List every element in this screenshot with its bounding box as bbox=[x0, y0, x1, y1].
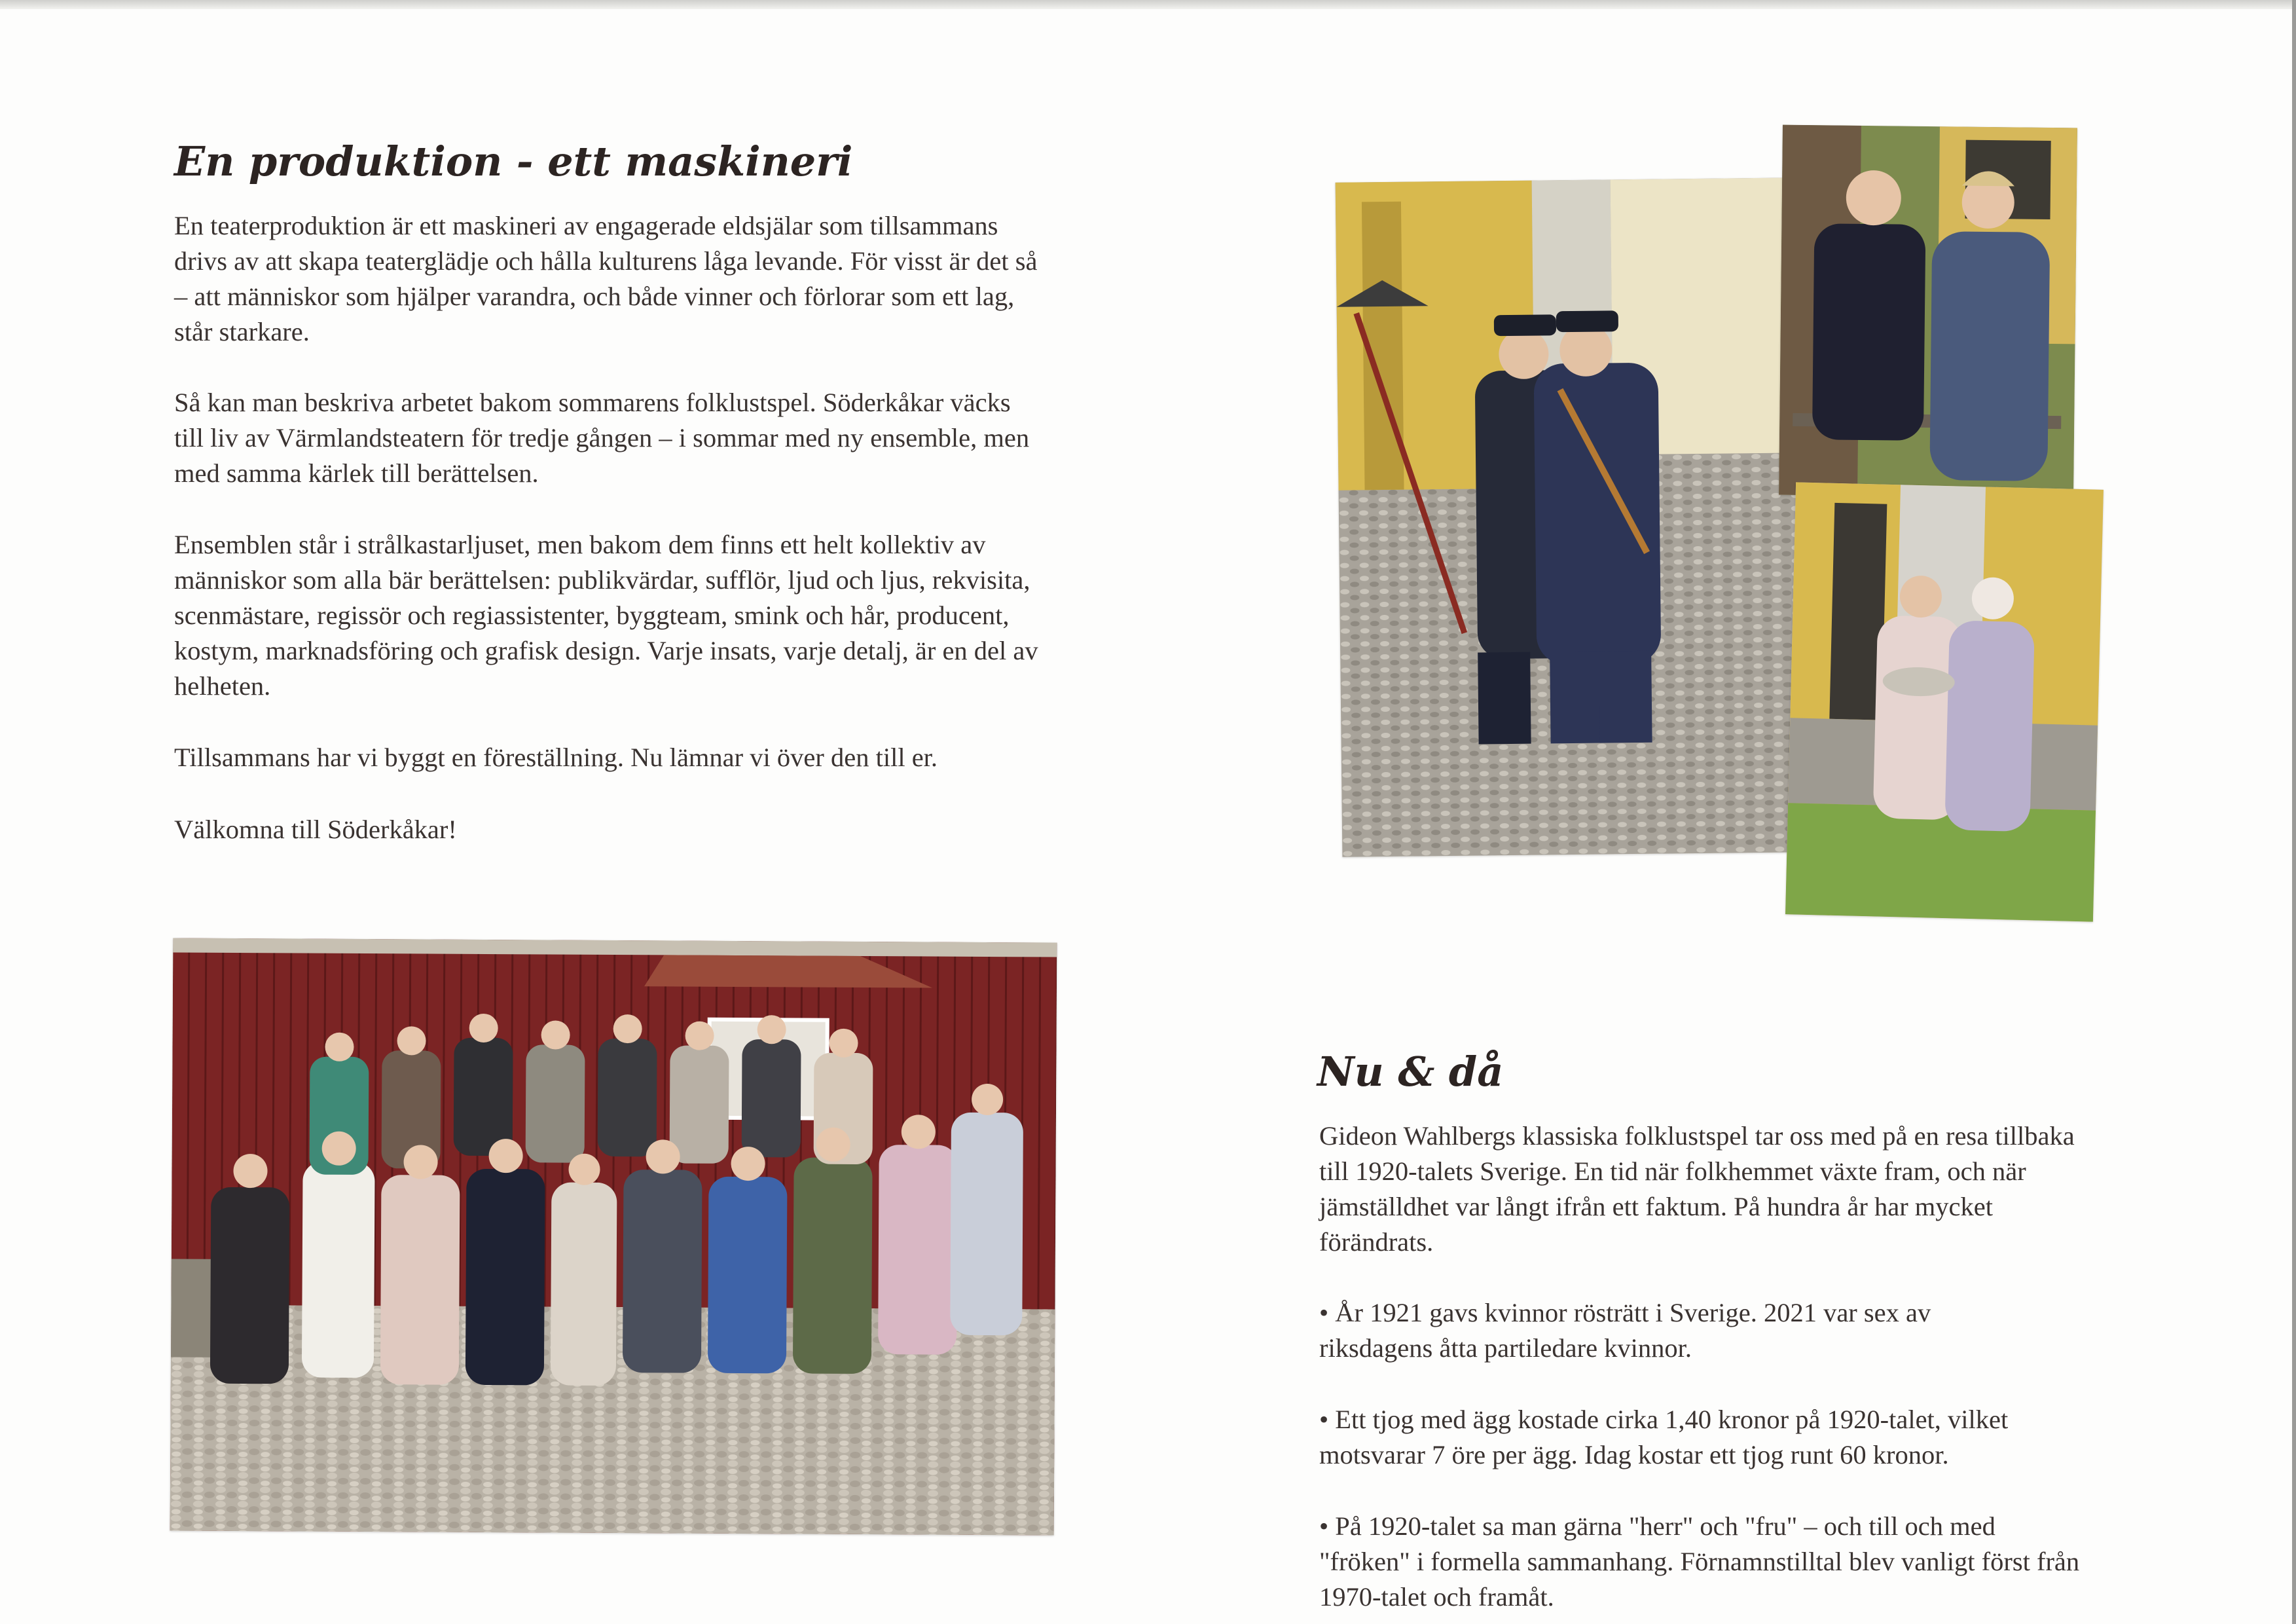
two-women-photo bbox=[1785, 482, 2104, 921]
left-paragraph-1: En teaterproduktion är ett maskineri av engagerade eldsjälar som tillsammans drivs av att skapa teaterglädje och hålla kulturens låga levande. För visst är det så – att människor som hjälper varandra, och både vinner och förlorar som ett lag, står starkare. bbox=[174, 211, 1038, 346]
scan-edge-top bbox=[0, 0, 2296, 9]
street-photo-illustration bbox=[1336, 177, 1809, 857]
left-paragraph-2: Så kan man beskriva arbetet bakom sommarens folklustspel. Söderkåkar väcks till liv av Värmlandsteatern för tredje gången – i sommar med ny ensemble, men med samma kärlek till berättelsen. bbox=[174, 388, 1030, 488]
ensemble-group-photo bbox=[170, 938, 1057, 1535]
right-heading: Nu & då bbox=[1317, 1048, 1504, 1096]
right-bullet-2: • Ett tjog med ägg kostade cirka 1,40 kronor på 1920-talet, vilket motsvarar 7 öre per ägg. Idag kostar ett tjog runt 60 kronor. bbox=[1319, 1405, 2009, 1469]
left-paragraph-4: Tillsammans har vi byggt en föreställning. Nu lämnar vi över den till er. bbox=[174, 743, 938, 772]
right-bullet-1: • År 1921 gavs kvinnor rösträtt i Sverige. 2021 var sex av riksdagens åtta partiledare kvinnor. bbox=[1319, 1298, 1931, 1363]
couple-on-bench-photo bbox=[1779, 125, 2077, 498]
women-photo-illustration bbox=[1785, 482, 2104, 921]
right-paragraph-1: Gideon Wahlbergs klassiska folklustspel tar oss med på en resa tillbaka till 1920-talets Sverige. En tid när folkhemmet växte fram, och när jämställdhet var långt ifrån ett faktum. På hundra år har mycket förändrats. bbox=[1319, 1121, 2075, 1257]
left-paragraph-3: Ensemblen står i strålkastarljuset, men bakom dem finns ett helt kollektiv av människor som alla bär berättelsen: publikvärdar, sufflör, ljud och ljus, rekvisita, scenmästare, regissör och regiassistenter, byggteam, smink och hår, producent, kostym, marknadsföring och grafisk design. Varje insats, varje detalj, är en del av helheten. bbox=[174, 530, 1038, 701]
scan-edge-right bbox=[2292, 0, 2296, 1624]
uniformed-men bbox=[1474, 310, 1662, 745]
left-paragraph-5: Välkomna till Söderkåkar! bbox=[174, 815, 457, 844]
ensemble-photo-illustration bbox=[170, 938, 1057, 1535]
bench-photo-illustration bbox=[1779, 125, 2077, 498]
left-heading: En produktion - ett maskineri bbox=[174, 138, 853, 185]
right-bullet-3: • På 1920-talet sa man gärna "herr" och "fru" – och till och med "fröken" i formella sammanhang. Förnamnstilltal blev vanligt först från 1970-talet och framåt. bbox=[1319, 1511, 2080, 1612]
two-men-in-uniform-photo bbox=[1336, 177, 1809, 857]
